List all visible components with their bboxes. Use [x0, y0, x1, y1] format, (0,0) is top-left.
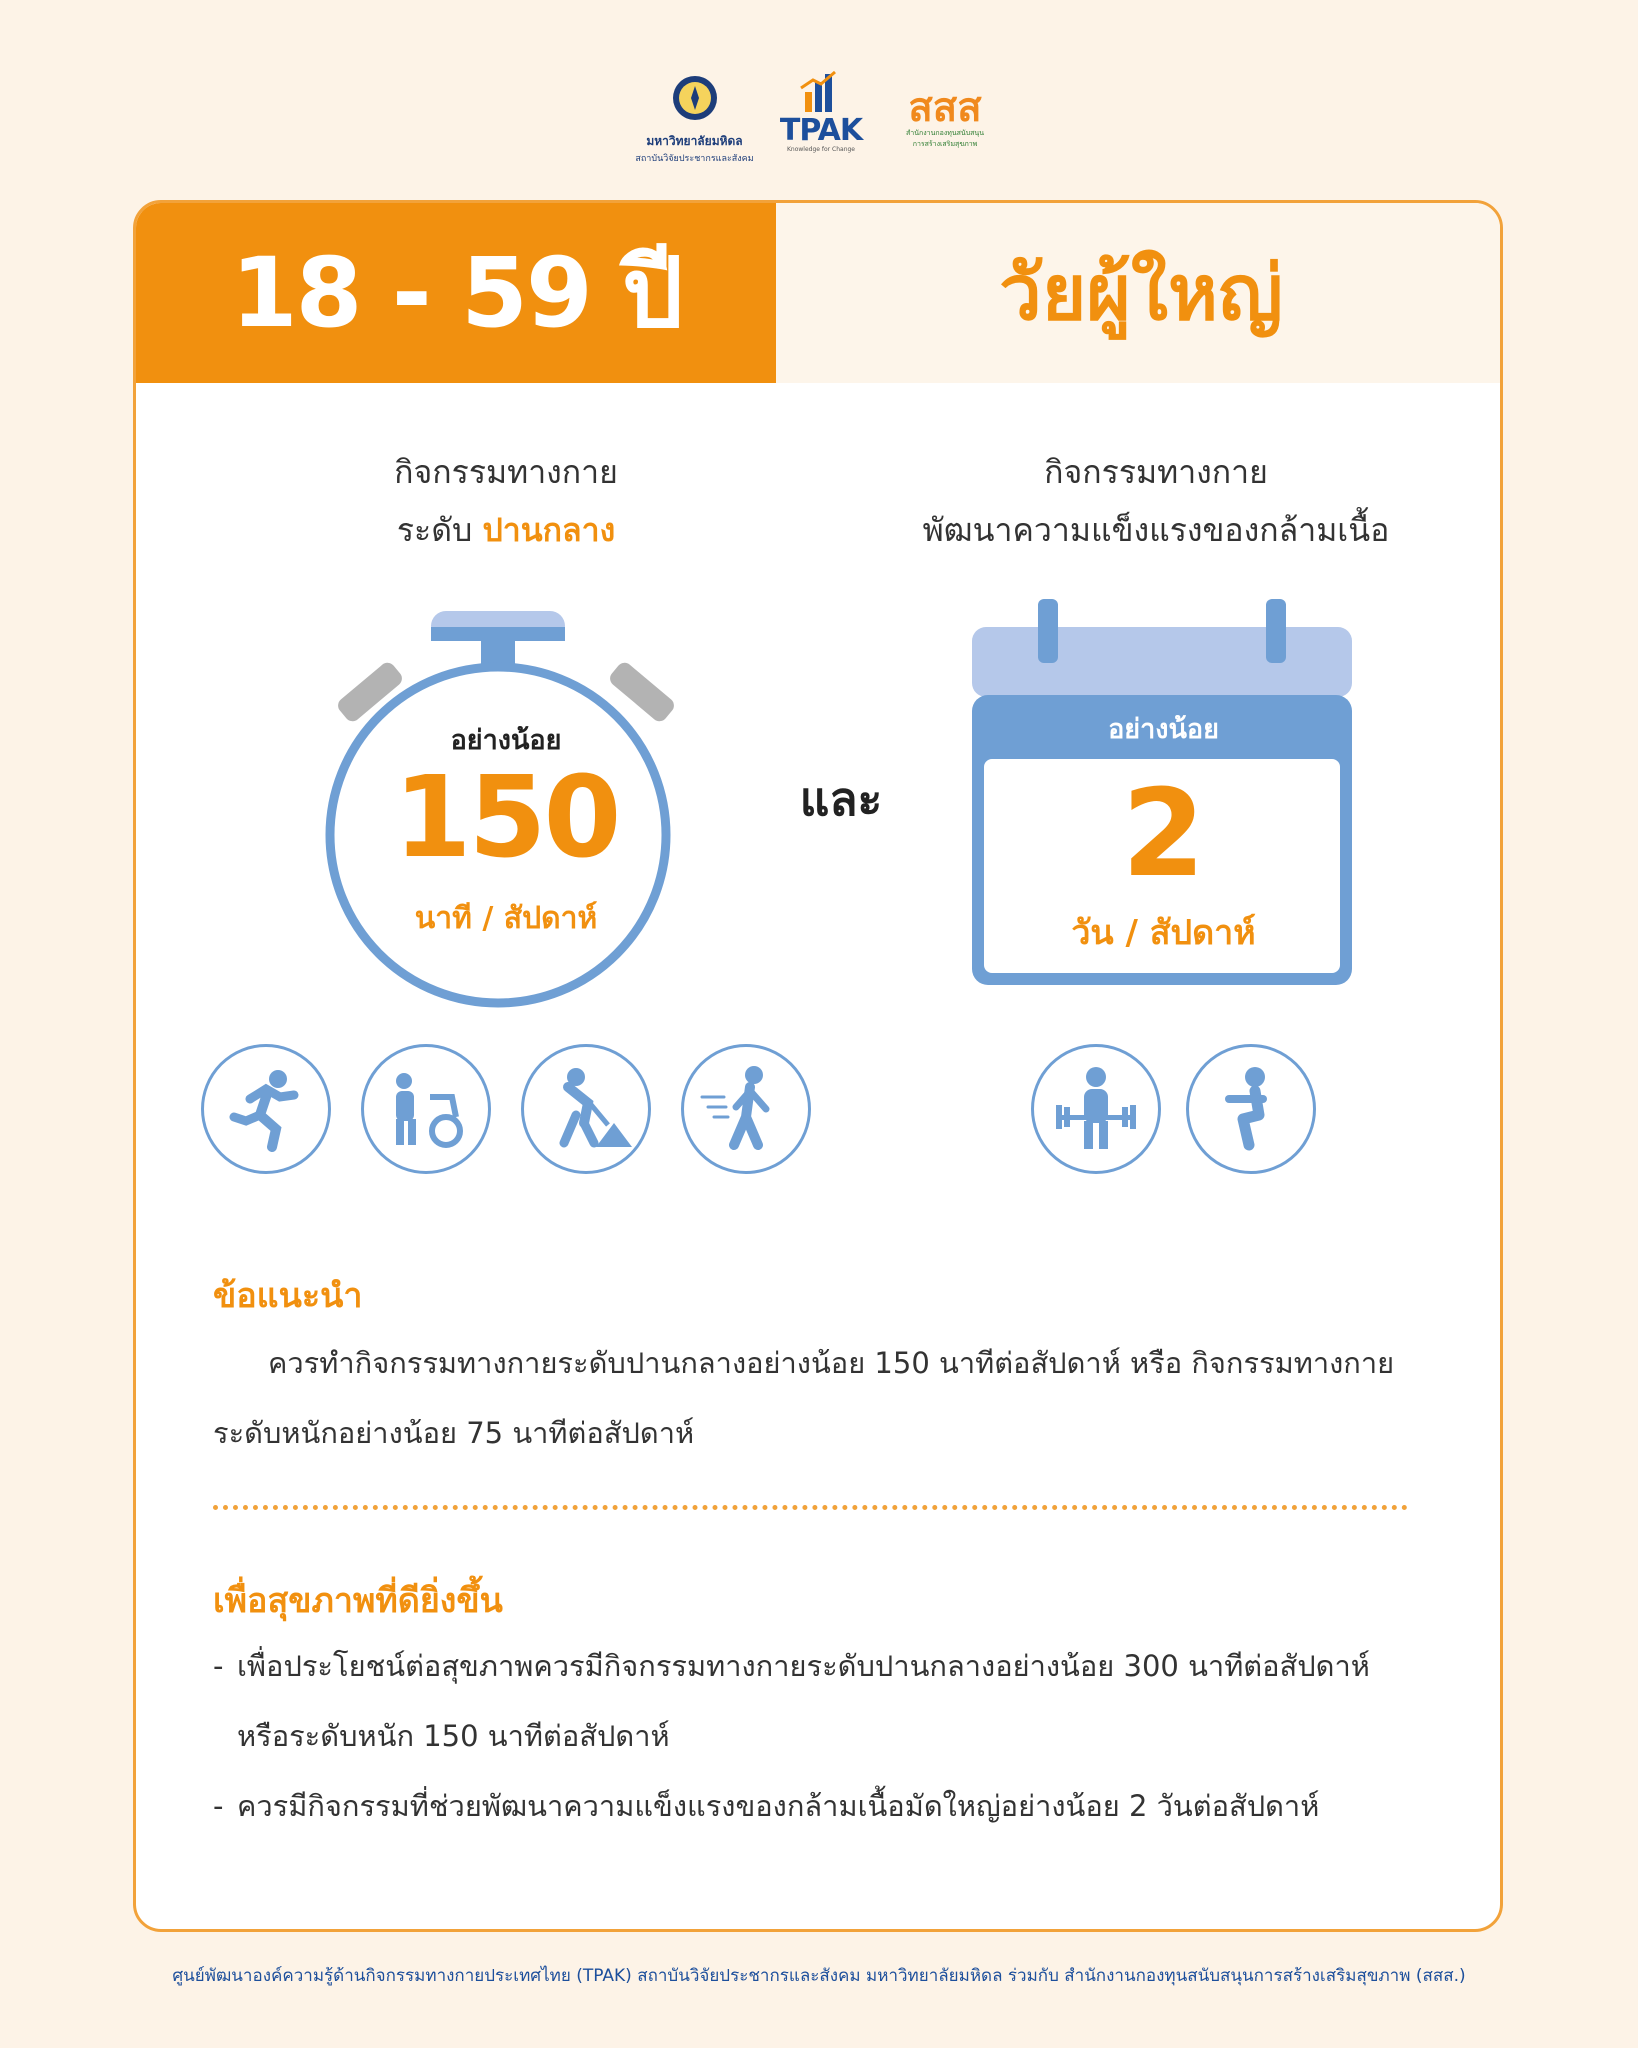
better-health-title: เพื่อสุขภาพที่ดียิ่งขึ้น [213, 1581, 503, 1621]
advice-text: ควรทำกิจกรรมทางกายระดับปานกลางอย่างน้อย 150 นาทีต่อสัปดาห์ หรือ กิจกรรมทางกายระดับหนักอย่างน้อย 75 นาทีต่อสัปดาห์ [213, 1346, 1395, 1450]
squat-icon [1186, 1044, 1316, 1174]
tpak-logo [775, 70, 867, 165]
age-range: 18 - 59 ปี [230, 237, 682, 349]
moderate-highlight: ปานกลาง [482, 511, 616, 549]
advice-title: ข้อแนะนำ [213, 1276, 363, 1316]
moderate-minutes-value: 150 [393, 753, 619, 883]
brisk-walking-icon [681, 1044, 811, 1174]
better-health-list [213, 1631, 1408, 1841]
strength-title-line2: พัฒนาความแข็งแรงของกล้ามเนื้อ [922, 511, 1390, 549]
digging-icon [521, 1044, 651, 1174]
age-range-banner [136, 203, 776, 383]
moderate-title-line1: กิจกรรมทางกาย [394, 453, 618, 491]
moderate-at-least: อย่างน้อย [450, 725, 562, 756]
age-group-title: วัยผู้ใหญ่ [999, 248, 1283, 337]
guideline-card [133, 200, 1503, 1932]
strength-title-line1: กิจกรรมทางกาย [1044, 453, 1268, 491]
footer-credit: ศูนย์พัฒนาองค์ความรู้ด้านกิจกรรมทางกายประเทศไทย (TPAK) สถาบันวิจัยประชากรและสังคม มหาวิทยาลัยมหิดล ร่วมกับ สำนักงานกองทุนสนับสนุนการสร้างเสริมสุขภาพ (สสส.) [172, 1966, 1466, 1986]
sss-logo [890, 70, 1000, 165]
calendar-graphic [966, 599, 1361, 993]
tpak-bars-icon [791, 70, 851, 112]
sss-line2: การสร้างเสริมสุขภาพ [912, 140, 978, 148]
logo-bar [0, 70, 1638, 165]
moderate-title-line2: ระดับ ปานกลาง [396, 511, 616, 549]
tpak-tagline: Knowledge for Change [786, 146, 856, 153]
sss-word: สสส [908, 85, 982, 131]
strength-unit: วัน / สัปดาห์ [1071, 913, 1256, 953]
mahidol-name: มหาวิทยาลัยมหิดล [646, 134, 743, 148]
strength-at-least: อย่างน้อย [1108, 714, 1219, 745]
weightlifting-icon [1031, 1044, 1161, 1174]
moderate-title [256, 443, 756, 559]
dotted-divider [213, 1505, 1408, 1510]
tpak-word: TPAK [779, 113, 863, 148]
mahidol-institute: สถาบันวิจัยประชากรและสังคม [635, 154, 754, 164]
strength-days-value: 2 [1121, 765, 1206, 904]
cycling-icon [361, 1044, 491, 1174]
running-icon [201, 1044, 331, 1174]
and-connector: และ [799, 772, 883, 826]
list-item: - เพื่อประโยชน์ต่อสุขภาพควรมีกิจกรรมทางกายระดับปานกลางอย่างน้อย 300 นาทีต่อสัปดาห์ หรือระดับหนัก 150 นาทีต่อสัปดาห์ [213, 1631, 1408, 1771]
stopwatch-graphic [321, 603, 691, 1023]
strength-title [856, 443, 1456, 559]
mahidol-seal-icon [671, 74, 719, 122]
mahidol-logo [632, 70, 757, 165]
group-banner [776, 203, 1503, 383]
sss-line1: สำนักงานกองทุนสนับสนุน [906, 129, 984, 137]
moderate-unit: นาที / สัปดาห์ [414, 901, 598, 936]
list-item: - ควรมีกิจกรรมที่ช่วยพัฒนาความแข็งแรงของกล้ามเนื้อมัดใหญ่อย่างน้อย 2 วันต่อสัปดาห์ [213, 1771, 1408, 1841]
